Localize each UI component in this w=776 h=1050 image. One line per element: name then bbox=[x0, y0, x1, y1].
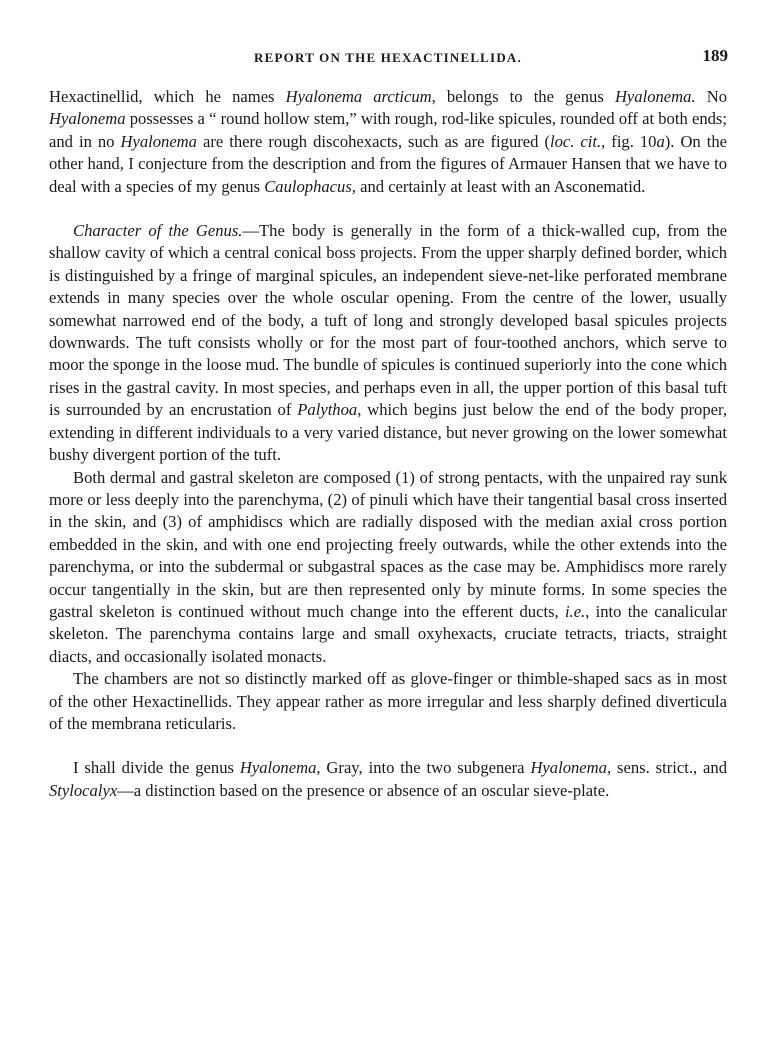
italic-text-run: Hyalonema bbox=[530, 758, 607, 778]
text-run: possesses a “ round hollow stem,” with rough, rod-like spicules, rounded off at both ends; and in no bbox=[49, 109, 727, 151]
text-run: , belongs to the genus bbox=[431, 87, 615, 106]
text-run: ). On the other hand, I conjecture from the description and from the figures of Armauer Hansen that we have to deal with a species of my genus bbox=[49, 131, 727, 196]
text-run: No bbox=[695, 87, 727, 106]
page-number: 189 bbox=[702, 46, 728, 65]
text-run: , fig. 10 bbox=[601, 131, 657, 151]
paragraph-character-of-genus bbox=[49, 220, 727, 466]
paragraph-skeleton bbox=[49, 467, 727, 669]
running-title: REPORT ON THE HEXACTINELLIDA. bbox=[254, 50, 522, 65]
italic-text-run: a bbox=[656, 131, 665, 151]
text-run: and certainly at least with an Asconematid. bbox=[355, 176, 646, 196]
paragraph-subgenera bbox=[49, 757, 727, 802]
italic-text-run: Hyalonema bbox=[239, 758, 317, 778]
italic-text-run: Hyalonema. bbox=[614, 87, 696, 106]
page-body bbox=[49, 86, 727, 802]
italic-text-run: Character of the Genus. bbox=[73, 221, 243, 241]
text-run: The chambers are not so distinctly marked off as glove-finger or thimble-shaped sacs as in most of the other Hexactinellids. They appear rather as more irregular and less sharply defined diverticula of the membrana reticularis. bbox=[49, 669, 727, 733]
italic-text-run: i.e. bbox=[564, 601, 586, 621]
paragraph-chambers bbox=[49, 668, 727, 735]
text-run: are there rough discohexacts, such as are figured ( bbox=[196, 131, 550, 151]
italic-text-run: Hyalonema arcticum bbox=[285, 87, 432, 106]
italic-text-run: Hyalonema bbox=[49, 109, 126, 129]
italic-text-run: Hyalonema bbox=[120, 131, 197, 151]
text-run: , sens. strict., and bbox=[606, 758, 727, 778]
paragraph-hyalonema-arcticum bbox=[49, 86, 727, 198]
text-run: I shall divide the genus bbox=[73, 758, 240, 778]
italic-text-run: Stylocalyx bbox=[49, 780, 118, 800]
italic-text-run: Caulophacus, bbox=[264, 176, 356, 196]
text-run: —a distinction based on the presence or absence of an oscular sieve-plate. bbox=[117, 780, 610, 800]
text-run: , Gray, into the two subgenera bbox=[316, 758, 531, 778]
page-header bbox=[48, 46, 728, 70]
italic-text-run: Palythoa bbox=[297, 400, 358, 420]
text-run: , into the canalicular skeleton. The parenchyma contains large and small oxyhexacts, cruciate tetracts, triacts, straight diacts, and occasionally isolated monacts. bbox=[49, 601, 727, 666]
italic-text-run: loc. cit. bbox=[549, 131, 602, 151]
text-run: —The body is generally in the form of a thick-walled cup, from the shallow cavity of which a central conical boss projects. From the upper sharply defined border, which is distinguished by a fringe of marginal spicules, an independent sieve-net-like perforated membrane extends in many species over the whole oscular opening. From the centre of the lower, usually somewhat narrowed end of the body, a tuft of long and strongly developed basal spicules projects downwards. The tuft consists wholly or for the most part of four-toothed anchors, which serve to moor the sponge in the loose mud. The bundle of spicules is continued superiorly into the cone which rises in the gastral cavity. In most species, and perhaps even in all, the upper portion of this basal tuft is surrounded by an encrustation of bbox=[49, 221, 727, 420]
text-run: Both dermal and gastral skeleton are composed (1) of strong pentacts, with the unpaired ray sunk more or less deeply into the parenchyma, (2) of pinuli which have their tangential basal cross inserted in the skin, and (3) of amphidiscs which are radially disposed with the median axial cross portion embedded in the skin, and with one end projecting freely outwards, while the other extends into the parenchyma, or into the subdermal or subgastral spaces as the case may be. Amphidiscs more rarely occur tangentially in the skin, but are then represented only by minute forms. In some species the gastral skeleton is continued without much change into the efferent ducts, bbox=[49, 467, 727, 621]
text-run: , which begins just below the end of the body proper, extending in different individuals to a very varied distance, but never growing on the lower somewhat bushy divergent portion of the tuft. bbox=[49, 400, 728, 465]
text-run: Hexactinellid, which he names bbox=[49, 87, 286, 106]
